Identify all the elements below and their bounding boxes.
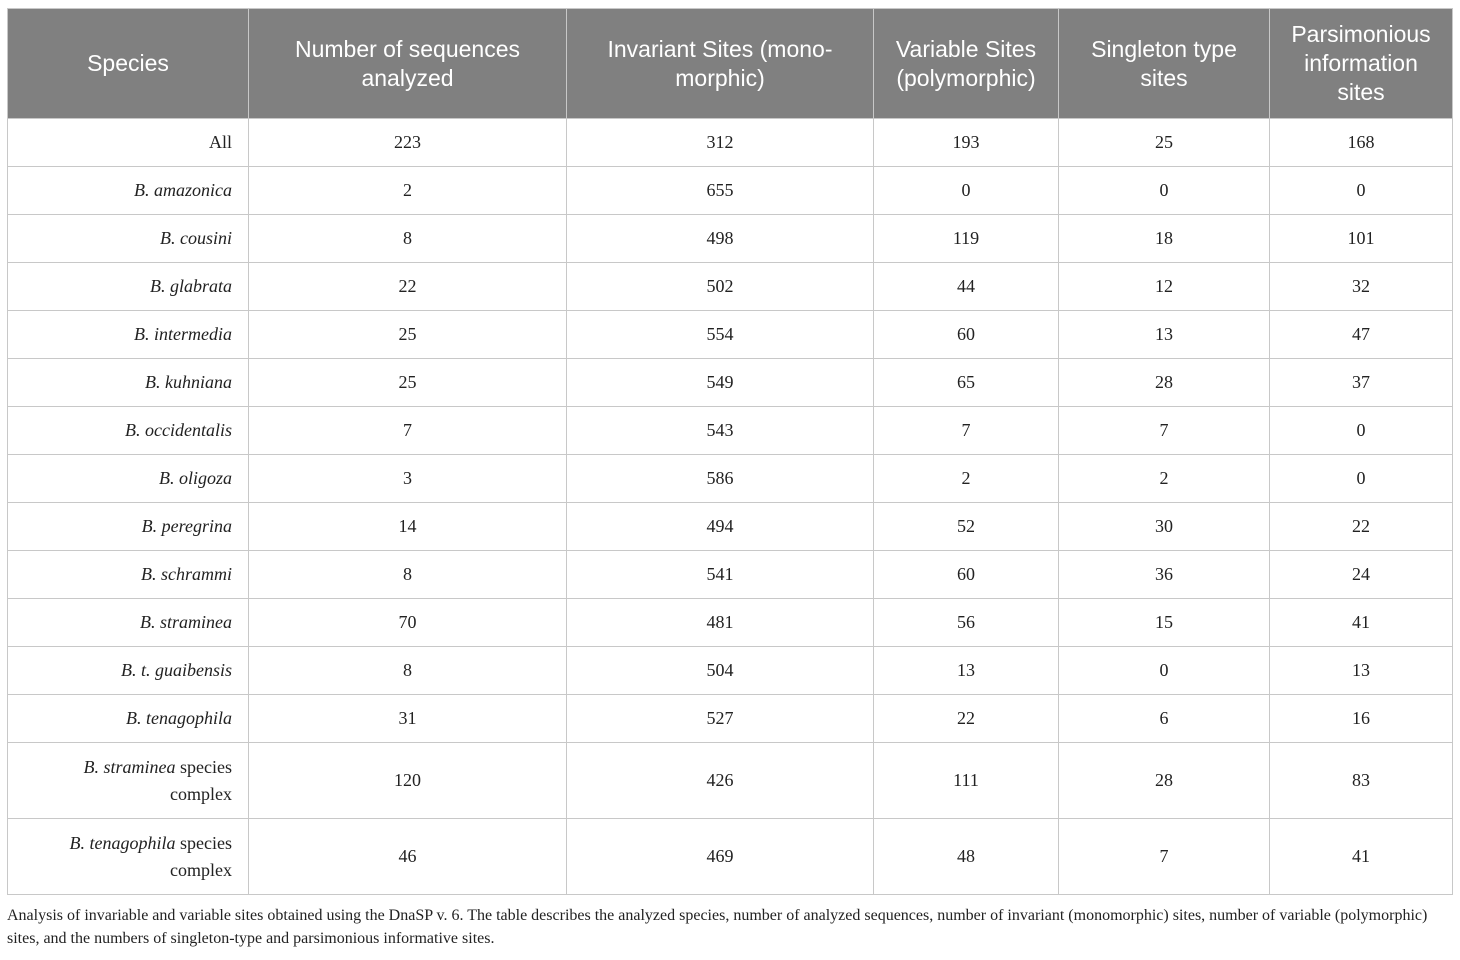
species-name: B. cousini [160,228,232,248]
cell-num-sequences: 8 [249,215,567,263]
data-table [7,8,1453,895]
cell-parsimonious-sites: 24 [1270,551,1453,599]
cell-parsimonious-sites: 0 [1270,455,1453,503]
species-name: B. peregrina [141,516,232,536]
cell-singleton-sites: 12 [1059,263,1270,311]
table-row [8,503,1453,551]
table-row [8,819,1453,895]
table-row [8,647,1453,695]
table-caption: Analysis of invariable and variable sites obtained using the DnaSP v. 6. The table describes the analyzed species, number of analyzed sequences, number of invariant (monomorphic) sites, number of variable (polymorphic) sites, and the numbers of singleton-type and parsimonious informative sites. [7,907,1428,947]
species-name: B. oligoza [158,468,232,488]
species-name: B. occidentalis [125,420,232,440]
cell-parsimonious-sites: 41 [1270,599,1453,647]
species-name: B. kuhniana [145,372,232,392]
species-suffix: species complex [170,756,232,804]
table-row [8,743,1453,819]
cell-parsimonious-sites: 101 [1270,215,1453,263]
cell-variable-sites: 2 [874,455,1059,503]
table-row [8,215,1453,263]
cell-invariant-sites: 426 [567,743,874,819]
cell-parsimonious-sites: 37 [1270,359,1453,407]
cell-singleton-sites: 6 [1059,695,1270,743]
cell-num-sequences: 223 [249,119,567,167]
cell-parsimonious-sites: 83 [1270,743,1453,819]
header-species: Species [8,9,249,119]
cell-invariant-sites: 554 [567,311,874,359]
cell-parsimonious-sites: 168 [1270,119,1453,167]
cell-species [8,647,249,695]
cell-parsimonious-sites: 41 [1270,819,1453,895]
cell-variable-sites: 60 [874,311,1059,359]
cell-variable-sites: 119 [874,215,1059,263]
cell-invariant-sites: 543 [567,407,874,455]
cell-variable-sites: 7 [874,407,1059,455]
table-row [8,695,1453,743]
cell-variable-sites: 44 [874,263,1059,311]
cell-singleton-sites: 18 [1059,215,1270,263]
species-name: B. tenagophila [69,832,176,853]
cell-num-sequences: 46 [249,819,567,895]
cell-num-sequences: 7 [249,407,567,455]
cell-invariant-sites: 527 [567,695,874,743]
cell-singleton-sites: 15 [1059,599,1270,647]
cell-singleton-sites: 36 [1059,551,1270,599]
species-name: B. tenagophila [126,708,232,728]
cell-species [8,119,249,167]
cell-singleton-sites: 13 [1059,311,1270,359]
cell-num-sequences: 22 [249,263,567,311]
cell-num-sequences: 8 [249,647,567,695]
cell-species [8,819,249,895]
header-invariant-sites: Invariant Sites (mono-morphic) [567,9,874,119]
cell-parsimonious-sites: 22 [1270,503,1453,551]
cell-variable-sites: 22 [874,695,1059,743]
cell-species [8,263,249,311]
cell-species [8,503,249,551]
cell-variable-sites: 48 [874,819,1059,895]
table-row [8,407,1453,455]
cell-variable-sites: 52 [874,503,1059,551]
header-parsimonious-sites: Parsimonious information sites [1270,9,1453,119]
cell-variable-sites: 65 [874,359,1059,407]
cell-invariant-sites: 312 [567,119,874,167]
header-variable-sites: Variable Sites (polymorphic) [874,9,1059,119]
cell-invariant-sites: 502 [567,263,874,311]
species-name: B. schrammi [141,564,232,584]
cell-num-sequences: 2 [249,167,567,215]
table-row [8,167,1453,215]
table-body [8,119,1453,895]
cell-species [8,359,249,407]
table-row [8,359,1453,407]
cell-singleton-sites: 30 [1059,503,1270,551]
cell-invariant-sites: 469 [567,819,874,895]
cell-variable-sites: 56 [874,599,1059,647]
cell-num-sequences: 25 [249,359,567,407]
cell-invariant-sites: 498 [567,215,874,263]
cell-invariant-sites: 549 [567,359,874,407]
species-suffix: species complex [170,832,232,880]
header-row [8,9,1453,119]
cell-num-sequences: 25 [249,311,567,359]
cell-parsimonious-sites: 47 [1270,311,1453,359]
header-singleton-sites: Singleton type sites [1059,9,1270,119]
cell-invariant-sites: 481 [567,599,874,647]
cell-variable-sites: 0 [874,167,1059,215]
cell-species [8,215,249,263]
cell-singleton-sites: 28 [1059,743,1270,819]
cell-singleton-sites: 7 [1059,407,1270,455]
cell-singleton-sites: 2 [1059,455,1270,503]
cell-singleton-sites: 0 [1059,167,1270,215]
header-num-sequences: Number of sequences analyzed [249,9,567,119]
species-name: B. t. guaibensis [121,660,232,680]
species-name: B. straminea [83,756,176,777]
cell-num-sequences: 8 [249,551,567,599]
cell-singleton-sites: 0 [1059,647,1270,695]
cell-parsimonious-sites: 0 [1270,407,1453,455]
cell-num-sequences: 120 [249,743,567,819]
cell-parsimonious-sites: 13 [1270,647,1453,695]
cell-species [8,167,249,215]
cell-variable-sites: 13 [874,647,1059,695]
cell-invariant-sites: 504 [567,647,874,695]
cell-num-sequences: 3 [249,455,567,503]
species-name: B. glabrata [149,276,232,296]
cell-invariant-sites: 541 [567,551,874,599]
cell-variable-sites: 193 [874,119,1059,167]
cell-species [8,407,249,455]
table-row [8,599,1453,647]
cell-num-sequences: 14 [249,503,567,551]
cell-species [8,311,249,359]
cell-variable-sites: 111 [874,743,1059,819]
species-name: B. amazonica [134,180,232,200]
cell-parsimonious-sites: 16 [1270,695,1453,743]
cell-invariant-sites: 586 [567,455,874,503]
species-name: B. intermedia [134,324,232,344]
cell-parsimonious-sites: 32 [1270,263,1453,311]
table-row [8,311,1453,359]
table-row [8,119,1453,167]
species-label: All [208,132,232,152]
cell-singleton-sites: 28 [1059,359,1270,407]
cell-invariant-sites: 494 [567,503,874,551]
cell-variable-sites: 60 [874,551,1059,599]
cell-singleton-sites: 25 [1059,119,1270,167]
cell-num-sequences: 70 [249,599,567,647]
table-row [8,263,1453,311]
cell-species [8,455,249,503]
cell-parsimonious-sites: 0 [1270,167,1453,215]
species-name: B. straminea [140,612,232,632]
cell-singleton-sites: 7 [1059,819,1270,895]
table-row [8,551,1453,599]
cell-invariant-sites: 655 [567,167,874,215]
cell-species [8,551,249,599]
cell-species [8,599,249,647]
cell-species [8,743,249,819]
table-row [8,455,1453,503]
cell-species [8,695,249,743]
cell-num-sequences: 31 [249,695,567,743]
